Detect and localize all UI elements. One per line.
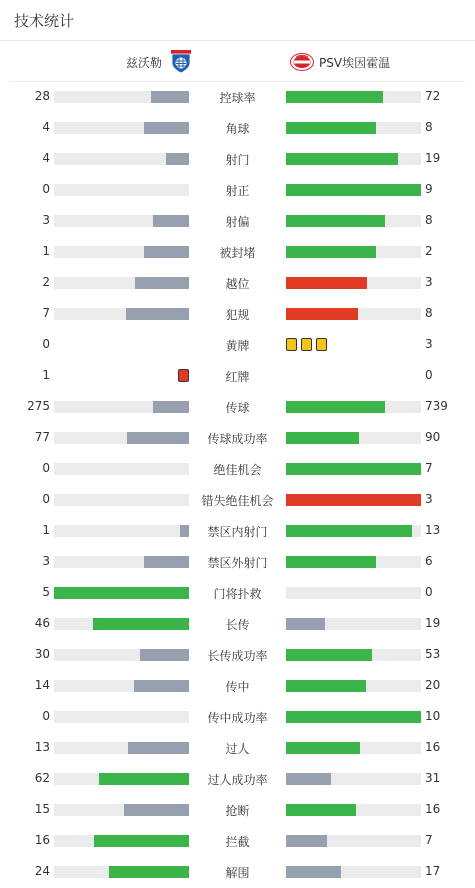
away-stat-value: 19 <box>425 616 441 630</box>
home-stat-bar-track <box>54 680 189 692</box>
away-team-crest-icon <box>290 53 314 71</box>
away-stat-value: 13 <box>425 523 441 537</box>
stat-row <box>0 143 475 174</box>
away-stat-bar-track <box>286 556 421 568</box>
away-team-name: PSV埃因霍温 <box>319 55 391 70</box>
away-stat-bar-track <box>286 494 421 506</box>
home-stat-value: 1 <box>42 368 50 382</box>
stat-row <box>0 577 475 608</box>
home-stat-bar-track <box>54 432 189 444</box>
away-stat-value: 8 <box>425 306 433 320</box>
away-stat-bar-track <box>286 432 421 444</box>
stat-row <box>0 81 475 112</box>
stat-row <box>0 174 475 205</box>
away-stat-bar-fill <box>286 680 366 692</box>
stat-row <box>0 670 475 701</box>
stat-label: 传中 <box>225 680 250 694</box>
home-stat-bar-track <box>54 277 189 289</box>
away-stat-bar-track <box>286 277 421 289</box>
yellow-card-icon <box>316 338 327 351</box>
stat-label: 错失绝佳机会 <box>201 494 274 508</box>
home-stat-bar-track <box>54 122 189 134</box>
home-stat-bar-fill <box>127 432 189 444</box>
stat-label: 长传成功率 <box>207 649 268 663</box>
away-stat-bar-fill <box>286 308 358 320</box>
stat-row <box>0 546 475 577</box>
home-stat-bar-fill <box>166 153 189 165</box>
home-red-cards <box>178 369 189 382</box>
home-stat-bar-track <box>54 711 189 723</box>
stat-label: 禁区内射门 <box>207 525 268 539</box>
home-stat-bar-fill <box>144 246 189 258</box>
away-stat-value: 0 <box>425 368 433 382</box>
home-stat-value: 0 <box>42 461 50 475</box>
away-stat-bar-track <box>286 804 421 816</box>
away-stat-value: 10 <box>425 709 441 723</box>
away-stat-value: 72 <box>425 89 441 103</box>
away-stat-bar-fill <box>286 835 327 847</box>
away-stat-value: 3 <box>425 492 433 506</box>
away-stat-bar-fill <box>286 773 331 785</box>
stat-label: 犯规 <box>225 308 250 322</box>
stat-row <box>0 205 475 236</box>
away-stat-bar-track <box>286 680 421 692</box>
away-team[interactable] <box>290 50 390 74</box>
stat-label: 射偏 <box>225 215 250 229</box>
home-stat-bar-track <box>54 463 189 475</box>
away-stat-bar-track <box>286 835 421 847</box>
away-stat-bar-fill <box>286 401 385 413</box>
stat-label: 被封堵 <box>219 246 256 260</box>
away-stat-value: 17 <box>425 864 441 878</box>
stat-label: 射门 <box>225 153 250 167</box>
home-stat-value: 1 <box>42 244 50 258</box>
stat-row <box>0 453 475 484</box>
away-stat-bar-fill <box>286 153 398 165</box>
stat-label: 射正 <box>225 184 250 198</box>
home-stat-bar-fill <box>180 525 189 537</box>
stat-label: 拦截 <box>225 835 250 849</box>
away-stat-bar-fill <box>286 463 421 475</box>
away-stat-bar-fill <box>286 866 341 878</box>
home-stat-value: 30 <box>34 647 50 661</box>
stat-row <box>0 608 475 639</box>
away-stat-bar-fill <box>286 432 359 444</box>
stat-row <box>0 856 475 887</box>
teams-header <box>10 41 465 82</box>
home-stat-bar-fill <box>99 773 189 785</box>
away-stat-bar-fill <box>286 215 385 227</box>
home-stat-bar-track <box>54 742 189 754</box>
stat-row <box>0 763 475 794</box>
home-stat-value: 77 <box>34 430 50 444</box>
away-stat-value: 19 <box>425 151 441 165</box>
home-stat-value: 24 <box>34 864 50 878</box>
stat-row <box>0 825 475 856</box>
home-stat-bar-track <box>54 773 189 785</box>
stat-label: 绝佳机会 <box>213 463 262 477</box>
stat-label: 禁区外射门 <box>207 556 268 570</box>
away-stat-bar-fill <box>286 742 360 754</box>
home-team-name: 兹沃勒 <box>126 55 163 70</box>
away-stat-bar-fill <box>286 525 412 537</box>
stat-label: 抢断 <box>225 804 250 818</box>
away-stat-bar-fill <box>286 649 372 661</box>
page-title: 技术统计 <box>14 12 75 30</box>
away-stat-value: 20 <box>425 678 441 692</box>
stat-row <box>0 639 475 670</box>
stat-label: 传中成功率 <box>207 711 268 725</box>
red-card-icon <box>178 369 189 382</box>
away-stat-value: 90 <box>425 430 441 444</box>
away-yellow-cards <box>286 338 327 351</box>
stat-row <box>0 794 475 825</box>
away-stat-value: 6 <box>425 554 433 568</box>
away-stat-bar-fill <box>286 711 421 723</box>
stat-label: 红牌 <box>225 370 250 384</box>
home-stat-bar-fill <box>134 680 189 692</box>
away-stat-value: 16 <box>425 740 441 754</box>
home-stat-bar-track <box>54 246 189 258</box>
stat-row <box>0 112 475 143</box>
stat-row <box>0 391 475 422</box>
stat-row <box>0 515 475 546</box>
home-stat-bar-fill <box>109 866 189 878</box>
stat-label: 传球成功率 <box>207 432 268 446</box>
home-stat-value: 15 <box>34 802 50 816</box>
home-stat-bar-track <box>54 401 189 413</box>
stat-label: 越位 <box>225 277 250 291</box>
away-stat-bar-fill <box>286 804 356 816</box>
home-stat-value: 16 <box>34 833 50 847</box>
home-stat-value: 3 <box>42 554 50 568</box>
away-stat-bar-track <box>286 153 421 165</box>
yellow-card-icon <box>301 338 312 351</box>
home-stat-bar-fill <box>153 215 189 227</box>
home-stat-value: 7 <box>42 306 50 320</box>
home-stat-bar-fill <box>93 618 189 630</box>
away-stat-value: 9 <box>425 182 433 196</box>
away-stat-bar-fill <box>286 618 325 630</box>
stat-row <box>0 732 475 763</box>
away-stat-bar-track <box>286 246 421 258</box>
stat-label: 过人 <box>225 742 250 756</box>
away-stat-bar-fill <box>286 556 376 568</box>
home-stat-value: 0 <box>42 492 50 506</box>
away-stat-bar-track <box>286 463 421 475</box>
home-team-crest-icon <box>170 50 192 74</box>
home-stat-value: 2 <box>42 275 50 289</box>
away-stat-bar-fill <box>286 246 376 258</box>
home-stat-value: 4 <box>42 151 50 165</box>
home-stat-value: 62 <box>34 771 50 785</box>
home-stat-value: 13 <box>34 740 50 754</box>
stat-label: 长传 <box>225 618 250 632</box>
away-stat-bar-fill <box>286 122 376 134</box>
home-team[interactable] <box>126 50 192 74</box>
home-stat-bar-fill <box>126 308 189 320</box>
home-stat-bar-fill <box>151 91 189 103</box>
away-stat-bar-track <box>286 587 421 599</box>
home-stat-value: 46 <box>34 616 50 630</box>
away-stat-value: 8 <box>425 213 433 227</box>
home-stat-value: 275 <box>27 399 50 413</box>
stat-label: 门将扑救 <box>213 587 262 601</box>
stat-row <box>0 298 475 329</box>
home-stat-bar-fill <box>54 587 189 599</box>
stat-row <box>0 360 475 391</box>
home-stat-value: 0 <box>42 182 50 196</box>
yellow-card-icon <box>286 338 297 351</box>
home-stat-bar-track <box>54 804 189 816</box>
home-stat-bar-track <box>54 494 189 506</box>
home-stat-bar-track <box>54 618 189 630</box>
away-stat-bar-track <box>286 122 421 134</box>
home-stat-value: 4 <box>42 120 50 134</box>
stat-row <box>0 267 475 298</box>
home-stat-bar-fill <box>140 649 189 661</box>
stat-label: 控球率 <box>219 91 256 105</box>
home-stat-value: 0 <box>42 337 50 351</box>
away-stat-bar-track <box>286 91 421 103</box>
away-stat-bar-track <box>286 215 421 227</box>
home-stat-bar-track <box>54 835 189 847</box>
home-stat-bar-track <box>54 91 189 103</box>
page-header <box>0 0 475 41</box>
home-stat-bar-track <box>54 308 189 320</box>
home-stat-value: 5 <box>42 585 50 599</box>
home-stat-bar-track <box>54 215 189 227</box>
away-stat-value: 739 <box>425 399 448 413</box>
stat-label: 传球 <box>225 401 250 415</box>
home-stat-bar-fill <box>135 277 189 289</box>
stat-row <box>0 422 475 453</box>
away-stat-bar-track <box>286 742 421 754</box>
away-stat-bar-fill <box>286 91 383 103</box>
home-stat-bar-track <box>54 556 189 568</box>
away-stat-value: 8 <box>425 120 433 134</box>
home-stat-bar-fill <box>144 556 189 568</box>
away-stat-value: 7 <box>425 461 433 475</box>
stat-row <box>0 329 475 360</box>
away-stat-bar-track <box>286 184 421 196</box>
away-stat-bar-fill <box>286 277 367 289</box>
away-stat-bar-fill <box>286 184 421 196</box>
home-stat-bar-track <box>54 649 189 661</box>
home-stat-value: 1 <box>42 523 50 537</box>
stat-row <box>0 701 475 732</box>
home-stat-bar-track <box>54 184 189 196</box>
stat-row <box>0 236 475 267</box>
home-stat-bar-fill <box>144 122 189 134</box>
home-stat-value: 28 <box>34 89 50 103</box>
home-stat-value: 3 <box>42 213 50 227</box>
stat-label: 角球 <box>225 122 250 136</box>
away-stat-value: 2 <box>425 244 433 258</box>
away-stat-bar-track <box>286 401 421 413</box>
away-stat-bar-track <box>286 649 421 661</box>
home-stat-value: 0 <box>42 709 50 723</box>
away-stat-bar-track <box>286 773 421 785</box>
stat-row <box>0 484 475 515</box>
away-stat-bar-fill <box>286 494 421 506</box>
away-stat-value: 53 <box>425 647 441 661</box>
home-stat-value: 14 <box>34 678 50 692</box>
away-stat-bar-track <box>286 525 421 537</box>
away-stat-value: 3 <box>425 337 433 351</box>
home-stat-bar-track <box>54 525 189 537</box>
away-stat-value: 7 <box>425 833 433 847</box>
stat-label: 过人成功率 <box>207 773 268 787</box>
away-stat-value: 3 <box>425 275 433 289</box>
away-stat-bar-track <box>286 308 421 320</box>
away-stat-bar-track <box>286 618 421 630</box>
away-stat-value: 0 <box>425 585 433 599</box>
away-stat-value: 31 <box>425 771 441 785</box>
home-stat-bar-fill <box>128 742 189 754</box>
away-stat-value: 16 <box>425 802 441 816</box>
home-stat-bar-fill <box>153 401 189 413</box>
away-stat-bar-track <box>286 711 421 723</box>
home-stat-bar-track <box>54 866 189 878</box>
stat-label: 解围 <box>225 866 250 880</box>
home-stat-bar-track <box>54 153 189 165</box>
home-stat-bar-track <box>54 587 189 599</box>
away-stat-bar-track <box>286 866 421 878</box>
home-stat-bar-fill <box>94 835 189 847</box>
home-stat-bar-fill <box>124 804 189 816</box>
stat-label: 黄牌 <box>225 339 250 353</box>
